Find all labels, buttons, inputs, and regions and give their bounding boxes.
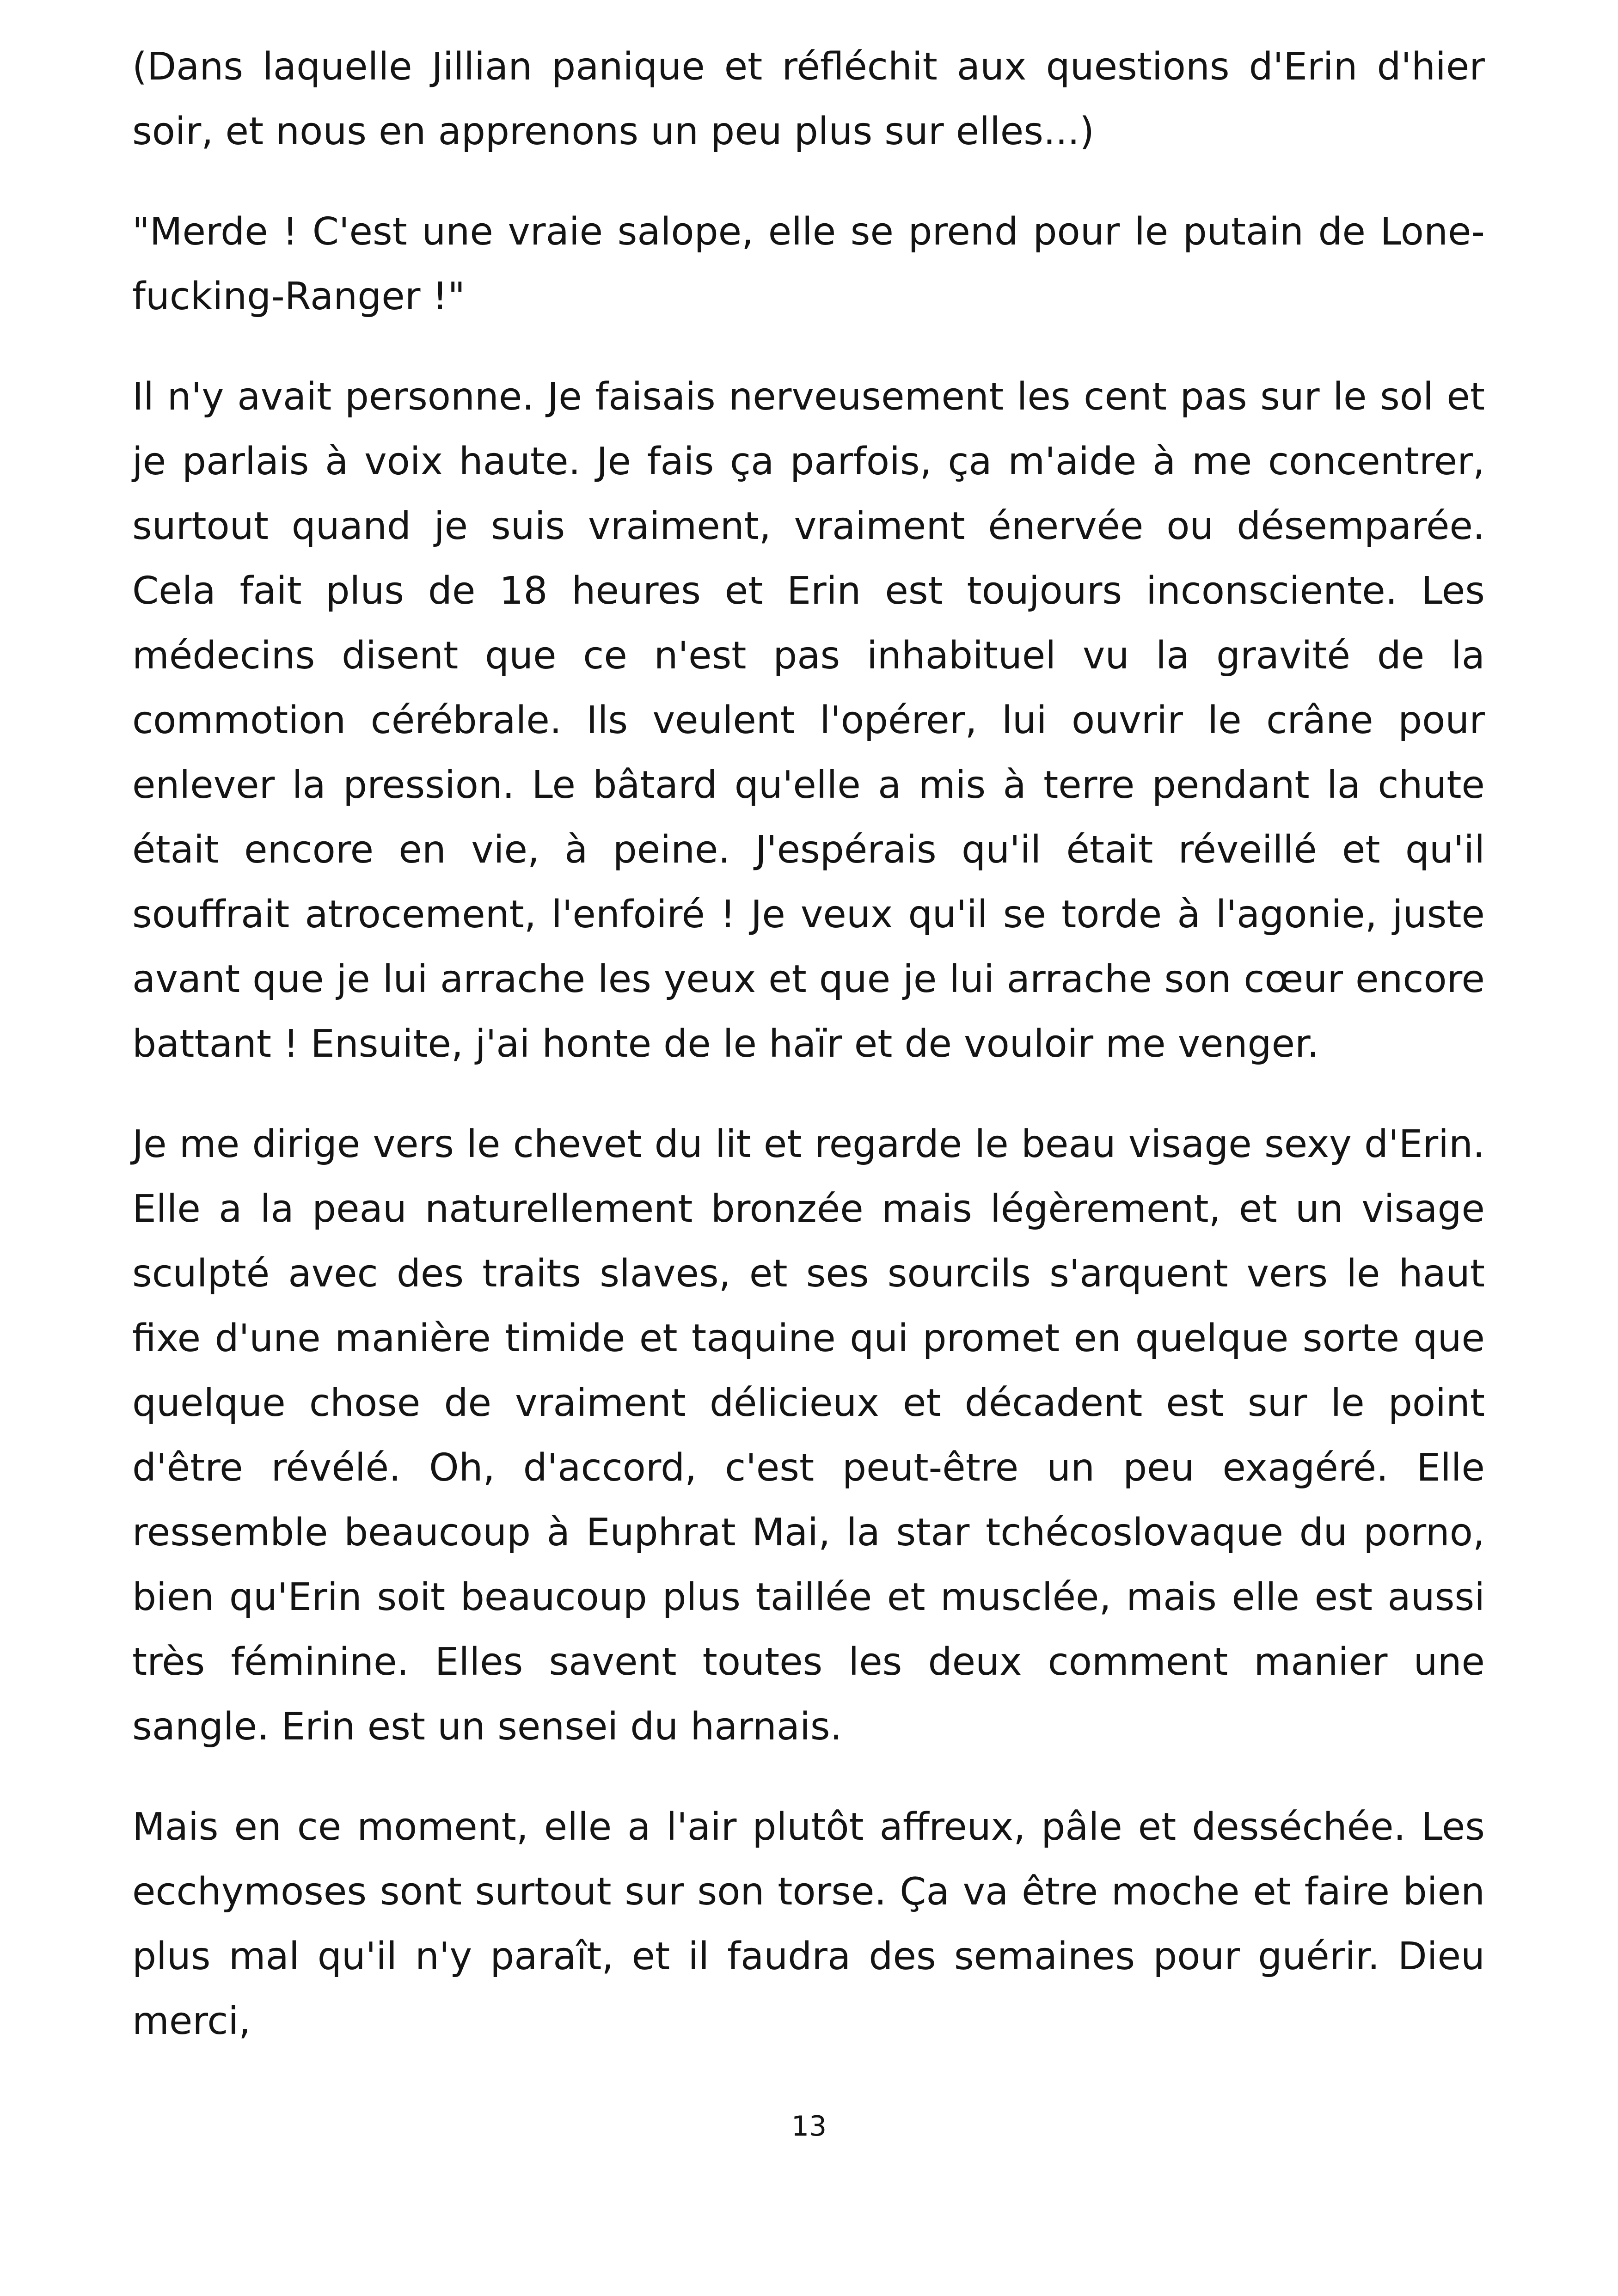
paragraph-dialogue: "Merde ! C'est une vraie salope, elle se prend pour le putain de Lone-fucking-Ranger !" — [132, 210, 1485, 318]
page-number: 13 — [791, 2110, 827, 2143]
paragraph-narration-1: Il n'y avait personne. Je faisais nerveusement les cent pas sur le sol et je parlais à voix haute. Je fais ça parfois, ça m'aide à me concentrer, surtout quand je suis vraiment, vraiment énervée ou désemparée. Cela fait plus de 18 heures et Erin est toujours inconsciente. Les médecins disent que ce n'est pas inhabituel vu la gravité de la commotion cérébrale. Ils veulent l'opérer, lui ouvrir le crâne pour enlever la pression. Le bâtard qu'elle a mis à terre pendant la chute était encore en vie, à peine. J'espérais qu'il était réveillé et qu'il souffrait atrocement, l'enfoiré ! Je veux qu'il se torde à l'agonie, juste avant que je lui arrache les yeux et que je lui arrache son cœur encore battant ! Ensuite, j'ai honte de le haïr et de vouloir me venger. — [132, 375, 1485, 1066]
paragraph-chapter-summary: (Dans laquelle Jillian panique et réfléchit aux questions d'Erin d'hier soir, et nous en apprenons un peu plus sur elles...) — [132, 45, 1485, 153]
body-text — [132, 35, 1485, 2089]
paragraph-narration-3: Mais en ce moment, elle a l'air plutôt affreux, pâle et desséchée. Les ecchymoses sont surtout sur son torse. Ça va être moche et faire bien plus mal qu'il n'y paraît, et il faudra des semaines pour guérir. Dieu merci, — [132, 1805, 1485, 2043]
paragraph-narration-2: Je me dirige vers le chevet du lit et regarde le beau visage sexy d'Erin. Elle a la peau naturellement bronzée mais légèrement, et un visage sculpté avec des traits slaves, et ses sourcils s'arquent vers le haut fixe d'une manière timide et taquine qui promet en quelque sorte que quelque chose de vraiment délicieux et décadent est sur le point d'être révélé. Oh, d'accord, c'est peut-être un peu exagéré. Elle ressemble beaucoup à Euphrat Mai, la star tchécoslovaque du porno, bien qu'Erin soit beaucoup plus taillée et musclée, mais elle est aussi très féminine. Elles savent toutes les deux comment manier une sangle. Erin est un sensei du harnais. — [132, 1122, 1485, 1749]
